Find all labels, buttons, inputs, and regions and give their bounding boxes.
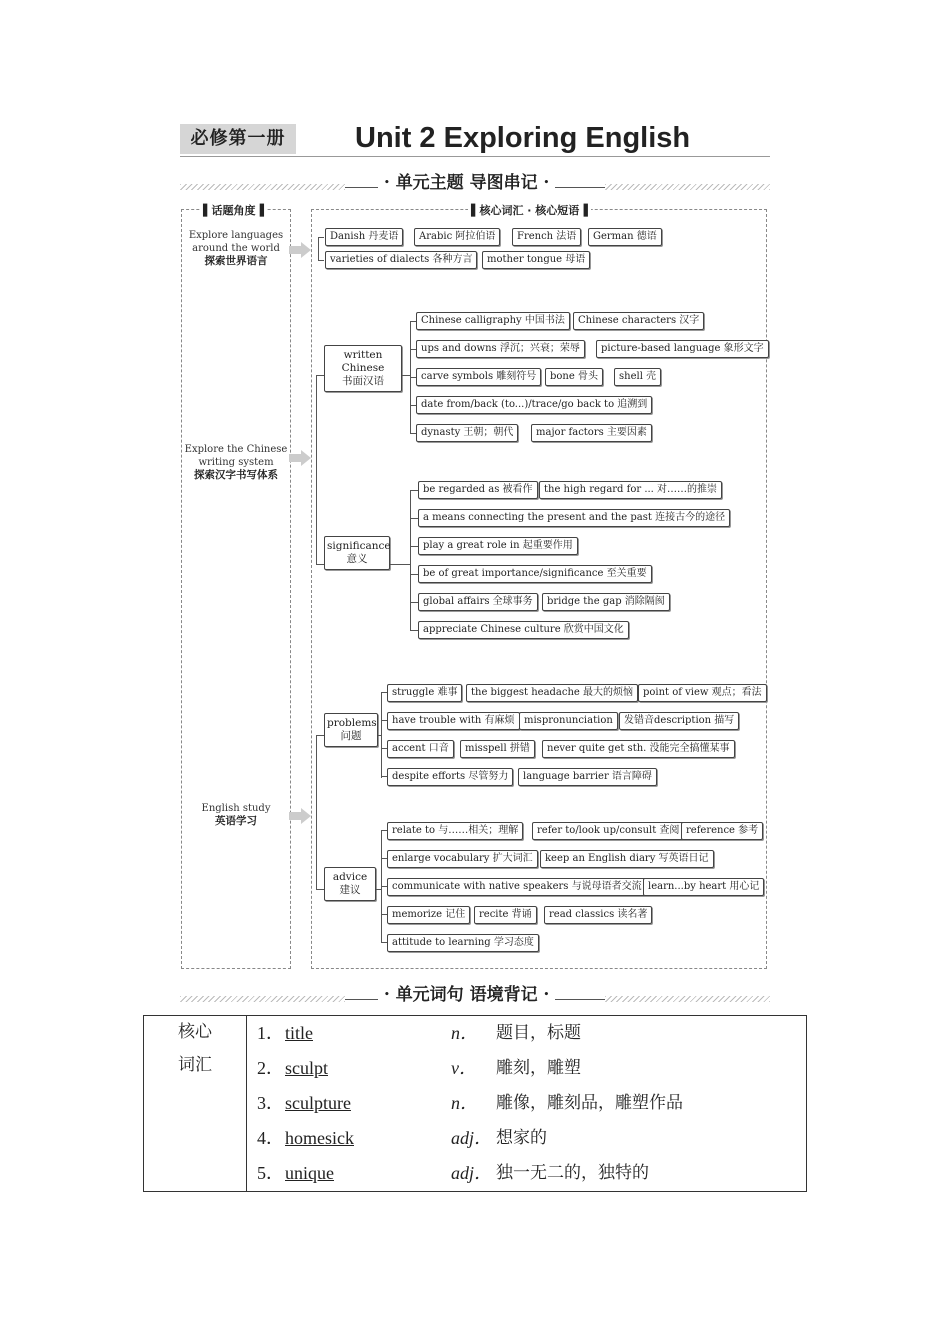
term-box: relate to 与……相关；理解 [387,822,523,840]
connector [316,889,324,890]
arrow-shaft [289,454,301,462]
vocab-pos: v． [451,1058,477,1078]
term-box: play a great role in 起重要作用 [418,537,578,555]
term-box: reference 参考 [681,822,763,840]
connector [410,490,411,631]
term-box: mother tongue 母语 [482,251,590,269]
connector [378,735,381,736]
vocab-meaning: 题目，标题 [496,1023,581,1043]
banner-hatch-left [180,184,345,190]
term-box: global affairs 全球事务 [418,593,538,611]
connector [376,889,381,890]
arrow-shaft [289,812,301,820]
connector [410,490,418,491]
term-box: bone 骨头 [545,368,603,386]
connector [316,564,324,565]
vocab-pos: n． [451,1093,478,1113]
arrow-right-icon [301,242,311,258]
term-box: carve symbols 雕刻符号 [416,368,541,386]
term-box: 发错音description 描写 [619,712,739,730]
term-box: bridge the gap 消除隔阂 [542,593,670,611]
term-box: point of view 观点；看法 [638,684,767,702]
term-box: misspell 拼错 [460,740,535,758]
vocab-num: 3． [257,1093,284,1113]
term-box: be of great importance/significance 至关重要 [418,565,652,583]
vocab-num: 2． [257,1058,284,1078]
term-box: keep an English diary 写英语日记 [540,850,714,868]
term-box: a means connecting the present and the past 连接古今的途径 [418,509,730,527]
vocab-meaning: 独一无二的，独特的 [496,1163,649,1183]
connector [410,546,418,547]
term-box: have trouble with 有麻烦 [387,712,520,730]
term-box: French 法语 [512,228,581,246]
vocab-word: unique [285,1163,334,1183]
banner-hatch-right [605,996,770,1002]
connector [410,630,418,631]
vocab-meaning: 想家的 [496,1128,547,1148]
term-box: ups and downs 浮沉；兴衰；荣辱 [416,340,585,358]
vocab-pos: n． [451,1023,478,1043]
category-significance: significance 意义 [324,536,390,570]
term-box: Danish 丹麦语 [325,228,403,246]
vocab-row [247,1016,806,1051]
vocab-row [247,1086,806,1121]
connector [318,237,324,238]
vocab-panel-title: ▌核心词汇 · 核心短语▐ [468,202,591,218]
connector [318,237,319,261]
term-box: communicate with native speakers 与说母语者交流 [387,878,647,896]
term-box: memorize 记住 [387,906,470,924]
category-advice: advice 建议 [324,867,376,901]
connector [410,602,418,603]
book-tag: 必修第一册 [180,124,296,154]
term-box: German 德语 [588,228,662,246]
term-box: picture-based language 象形文字 [596,340,769,358]
connector [381,692,382,778]
topic-english-study: English study 英语学习 [201,803,271,827]
arrow-right-icon [301,808,311,824]
vocab-table-head: 核心 词汇 [144,1016,247,1192]
connector [316,735,324,736]
term-box: major factors 主要因素 [531,424,652,442]
vocab-word: title [285,1023,313,1043]
topic-panel [181,209,291,969]
vocab-table [143,1015,807,1192]
term-box: refer to/look up/consult 查阅 [532,822,684,840]
term-box: the high regard for ... 对……的推崇 [539,481,722,499]
term-box: Chinese calligraphy 中国书法 [416,312,570,330]
header-rule [180,156,770,157]
term-box: dynasty 王朝；朝代 [416,424,518,442]
term-box: struggle 难事 [387,684,462,702]
term-box: despite efforts 尽管努力 [387,768,513,786]
term-box: date from/back (to...)/trace/go back to 追溯到 [416,396,652,414]
term-box: accent 口音 [387,740,454,758]
vocab-word: sculpt [285,1058,328,1078]
term-box: Chinese characters 汉字 [573,312,704,330]
connector [318,260,324,261]
term-box: be regarded as 被看作 [418,481,538,499]
arrow-right-icon [301,450,311,466]
arrow-shaft [289,246,301,254]
vocab-meaning: 雕像，雕刻品，雕塑作品 [496,1093,683,1113]
connector [390,564,410,565]
term-box: attitude to learning 学习态度 [387,934,539,952]
term-box: shell 壳 [614,368,661,386]
banner-title-mindmap: • 单元主题 导图串记 • [378,168,555,193]
category-written-chinese: written Chinese 书面汉语 [324,345,402,392]
connector [316,375,317,565]
connector [410,574,418,575]
connector [316,375,324,376]
vocab-word: homesick [285,1128,354,1148]
vocab-num: 1． [257,1023,284,1043]
connector [410,518,418,519]
term-box: enlarge vocabulary 扩大词汇 [387,850,538,868]
term-box: appreciate Chinese culture 欣赏中国文化 [418,621,629,639]
connector [316,735,317,890]
unit-title: Unit 2 Exploring English [355,122,691,154]
topic-panel-title: ▌话题角度▐ [200,202,267,218]
term-box: Arabic 阿拉伯语 [414,228,500,246]
term-box: never quite get sth. 没能完全搞懂某事 [542,740,735,758]
banner-hatch-right [605,184,770,190]
vocab-row [247,1051,806,1086]
topic-explore-languages: Explore languages around the world 探索世界语言 [188,230,284,267]
vocab-row [247,1121,806,1156]
vocab-meaning: 雕刻，雕塑 [496,1058,581,1078]
term-box: recite 背诵 [474,906,537,924]
vocab-num: 4． [257,1128,284,1148]
term-box: language barrier 语言障碍 [518,768,657,786]
banner-title-vocab: • 单元词句 语境背记 • [378,980,555,1005]
vocab-pos: adj． [451,1163,493,1183]
category-problems: problems 问题 [324,713,378,747]
term-box: the biggest headache 最大的烦恼 [466,684,638,702]
vocab-word: sculpture [285,1093,351,1113]
term-box: varieties of dialects 各种方言 [325,251,477,269]
term-box: mispronunciation [519,712,618,730]
banner-hatch-left [180,996,345,1002]
vocab-num: 5． [257,1163,284,1183]
term-box: read classics 读名著 [544,906,652,924]
vocab-list [247,1016,807,1192]
term-box: learn...by heart 用心记 [643,878,764,896]
topic-chinese-writing: Explore the Chinese writing system 探索汉字书写体系 [184,444,288,481]
vocab-row [247,1156,806,1191]
connector [402,375,410,376]
vocab-pos: adj． [451,1128,493,1148]
